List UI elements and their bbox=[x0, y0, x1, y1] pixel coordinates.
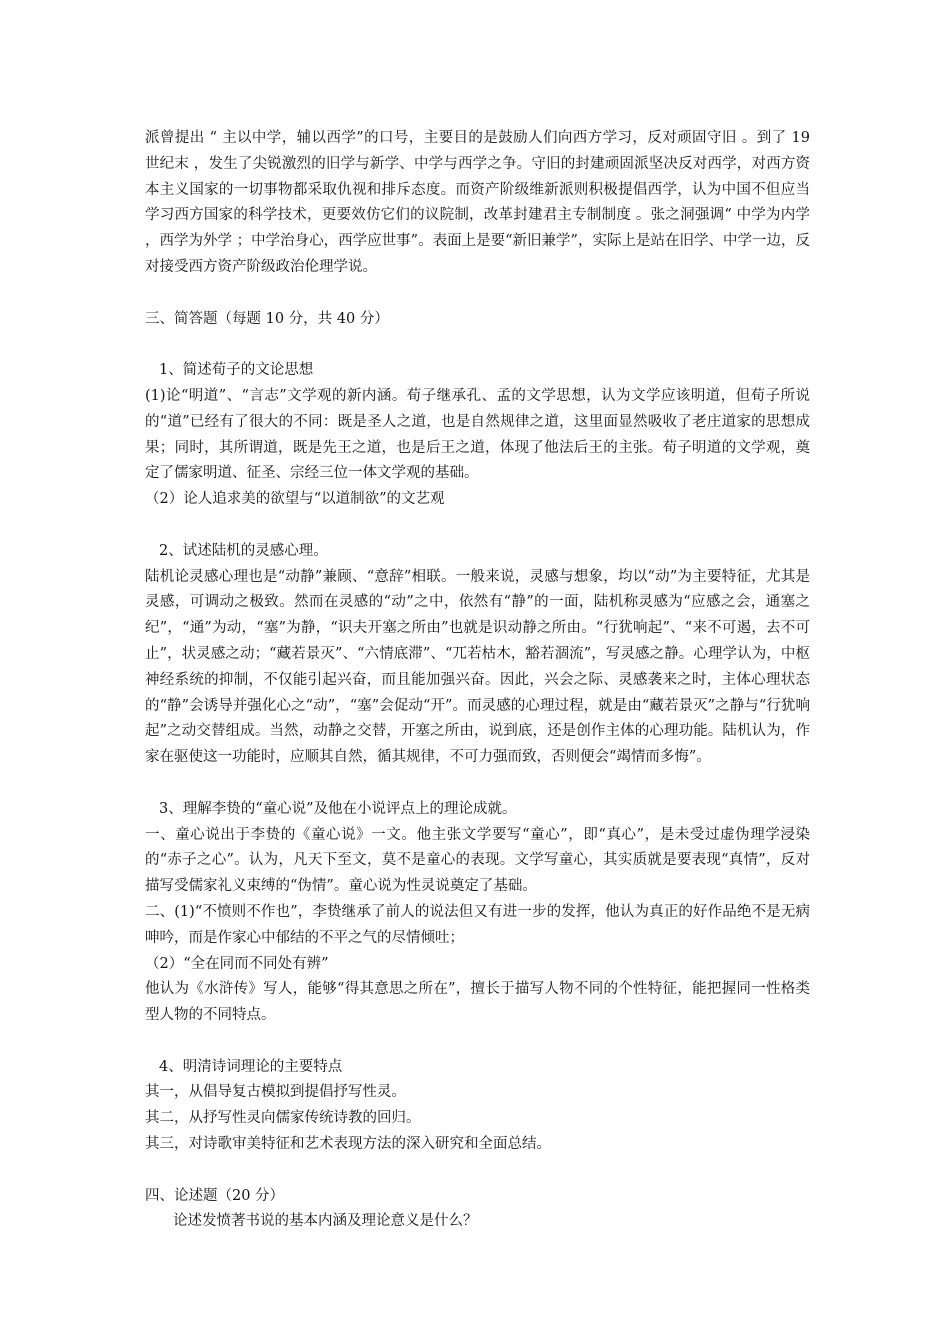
spacer bbox=[145, 771, 810, 797]
section3-heading: 三、简答题（每题 10 分，共 40 分） bbox=[145, 310, 389, 327]
question-4-point-3: 其三，对诗歌审美特征和艺术表现方法的深入研究和全面总结。 bbox=[145, 1136, 551, 1153]
question-4-title: 4、明清诗词理论的主要特点 bbox=[159, 1058, 343, 1075]
spacer bbox=[145, 1029, 810, 1055]
essay-question: 论述发愤著书说的基本内涵及理论意义是什么？ bbox=[173, 1213, 478, 1230]
intro-paragraph: 派曾提出 “ 主以中学，辅以西学”的口号，主要目的是鼓励人们向西方学习，反对顽固守旧 。到了 19 世纪末 ，发生了尖锐激烈的旧学与新学、中学与西学之争。守旧的封建顽固派坚决反对西学，对西方资本主义国家的一切事物都采取仇视和排斥态度。而资产阶级维新派则积极提倡西学，认为中国不但应当学习西方国家的科学技术，更要效仿它们的议院制，改革封建君主专制制度 。张之洞强调“ 中学为内学 ，西学为外学 ；中学治身心，西学应世事”。表面上是要“新旧兼学”，实际上是站在旧学、中学一边，反对接受西方资产阶级政治伦理学说。 bbox=[145, 130, 810, 275]
question-3-answer-3: （2）“全在同而不同处有辨” bbox=[145, 955, 329, 972]
spacer bbox=[145, 281, 810, 307]
question-2-answer: 陆机论灵感心理也是“动静”兼顾、“意辞”相联。一般来说，灵感与想象，均以“动”为主要特征，尤其是灵感，可调动之极致。然而在灵感的“动”之中，依然有“静”的一面，陆机称灵感为“应感之会，通塞之纪”，“通”为动，“塞”为静，“识夫开塞之所由”也就是识动静之所由。“行犹响起”、“来不可遏，去不可止”，状灵感之动；“藏若景灭”、“六情底滞”、“兀若枯木，豁若涸流”，写灵感之静。心理学认为，中枢神经系统的抑制，不仅能引起兴奋，而且能加强兴奋。因此，兴会之际、灵感袭来之时，主体心理状态的“静”会诱导并强化心之“动”，“塞”会促动“开”。而灵感的心理过程，就是由“藏若景灭”之静与“行犹响起”之动交替组成。当然，动静之交替，开塞之所由，说到底，还是创作主体的心理功能。陆机认为，作家在驱使这一功能时，应顺其自然，循其规律，不可力强而致，否则便会“竭情而多悔”。 bbox=[145, 568, 810, 766]
section4-heading: 四、论述题（20 分） bbox=[145, 1187, 285, 1204]
question-4-point-2: 其二，从抒写性灵向儒家传统诗教的回归。 bbox=[145, 1110, 421, 1127]
question-3-answer-2: 二、(1)“不愤则不作也”，李贽继承了前人的说法但又有进一步的发挥，他认为真正的好作品绝不是无病呻吟，而是作家心中郁结的不平之气的尽情倾吐； bbox=[145, 903, 810, 946]
question-4-point-1: 其一，从倡导复古模拟到提倡抒写性灵。 bbox=[145, 1084, 406, 1101]
question-3-title: 3、理解李贽的“童心说”及他在小说评点上的理论成就。 bbox=[159, 800, 517, 817]
question-1-title: 1、简述荀子的文论思想 bbox=[159, 362, 314, 379]
question-1-answer-2: （2）论人追求美的欲望与“以道制欲”的文艺观 bbox=[145, 491, 445, 508]
document-body bbox=[145, 126, 810, 1235]
question-2-title: 2、试述陆机的灵感心理。 bbox=[159, 542, 328, 559]
spacer bbox=[145, 332, 810, 358]
spacer bbox=[145, 1158, 810, 1184]
question-3-answer-1: 一、童心说出于李贽的《童心说》一文。他主张文学要写“童心”，即“真心”，是未受过虚伪理学浸染的“赤子之心”。认为，凡天下至文，莫不是童心的表现。文学写童心，其实质就是要表现“真情”，反对描写受儒家礼义束缚的“伪情”。童心说为性灵说奠定了基础。 bbox=[145, 826, 810, 895]
spacer bbox=[145, 513, 810, 539]
question-1-answer-1: (1)论“明道”、“言志”文学观的新内涵。荀子继承孔、孟的文学思想，认为文学应该明道，但荀子所说的“道”已经有了很大的不同：既是圣人之道，也是自然规律之道，这里面显然吸收了老庄道家的思想成果；同时，其所谓道，既是先王之道，也是后王之道，体现了他法后王的主张。荀子明道的文学观，奠定了儒家明道、征圣、宗经三位一体文学观的基础。 bbox=[145, 387, 810, 482]
question-3-answer-4: 他认为《水浒传》写人，能够“得其意思之所在”，擅长于描写人物不同的个性特征，能把握同一性格类型人物的不同特点。 bbox=[145, 981, 810, 1024]
